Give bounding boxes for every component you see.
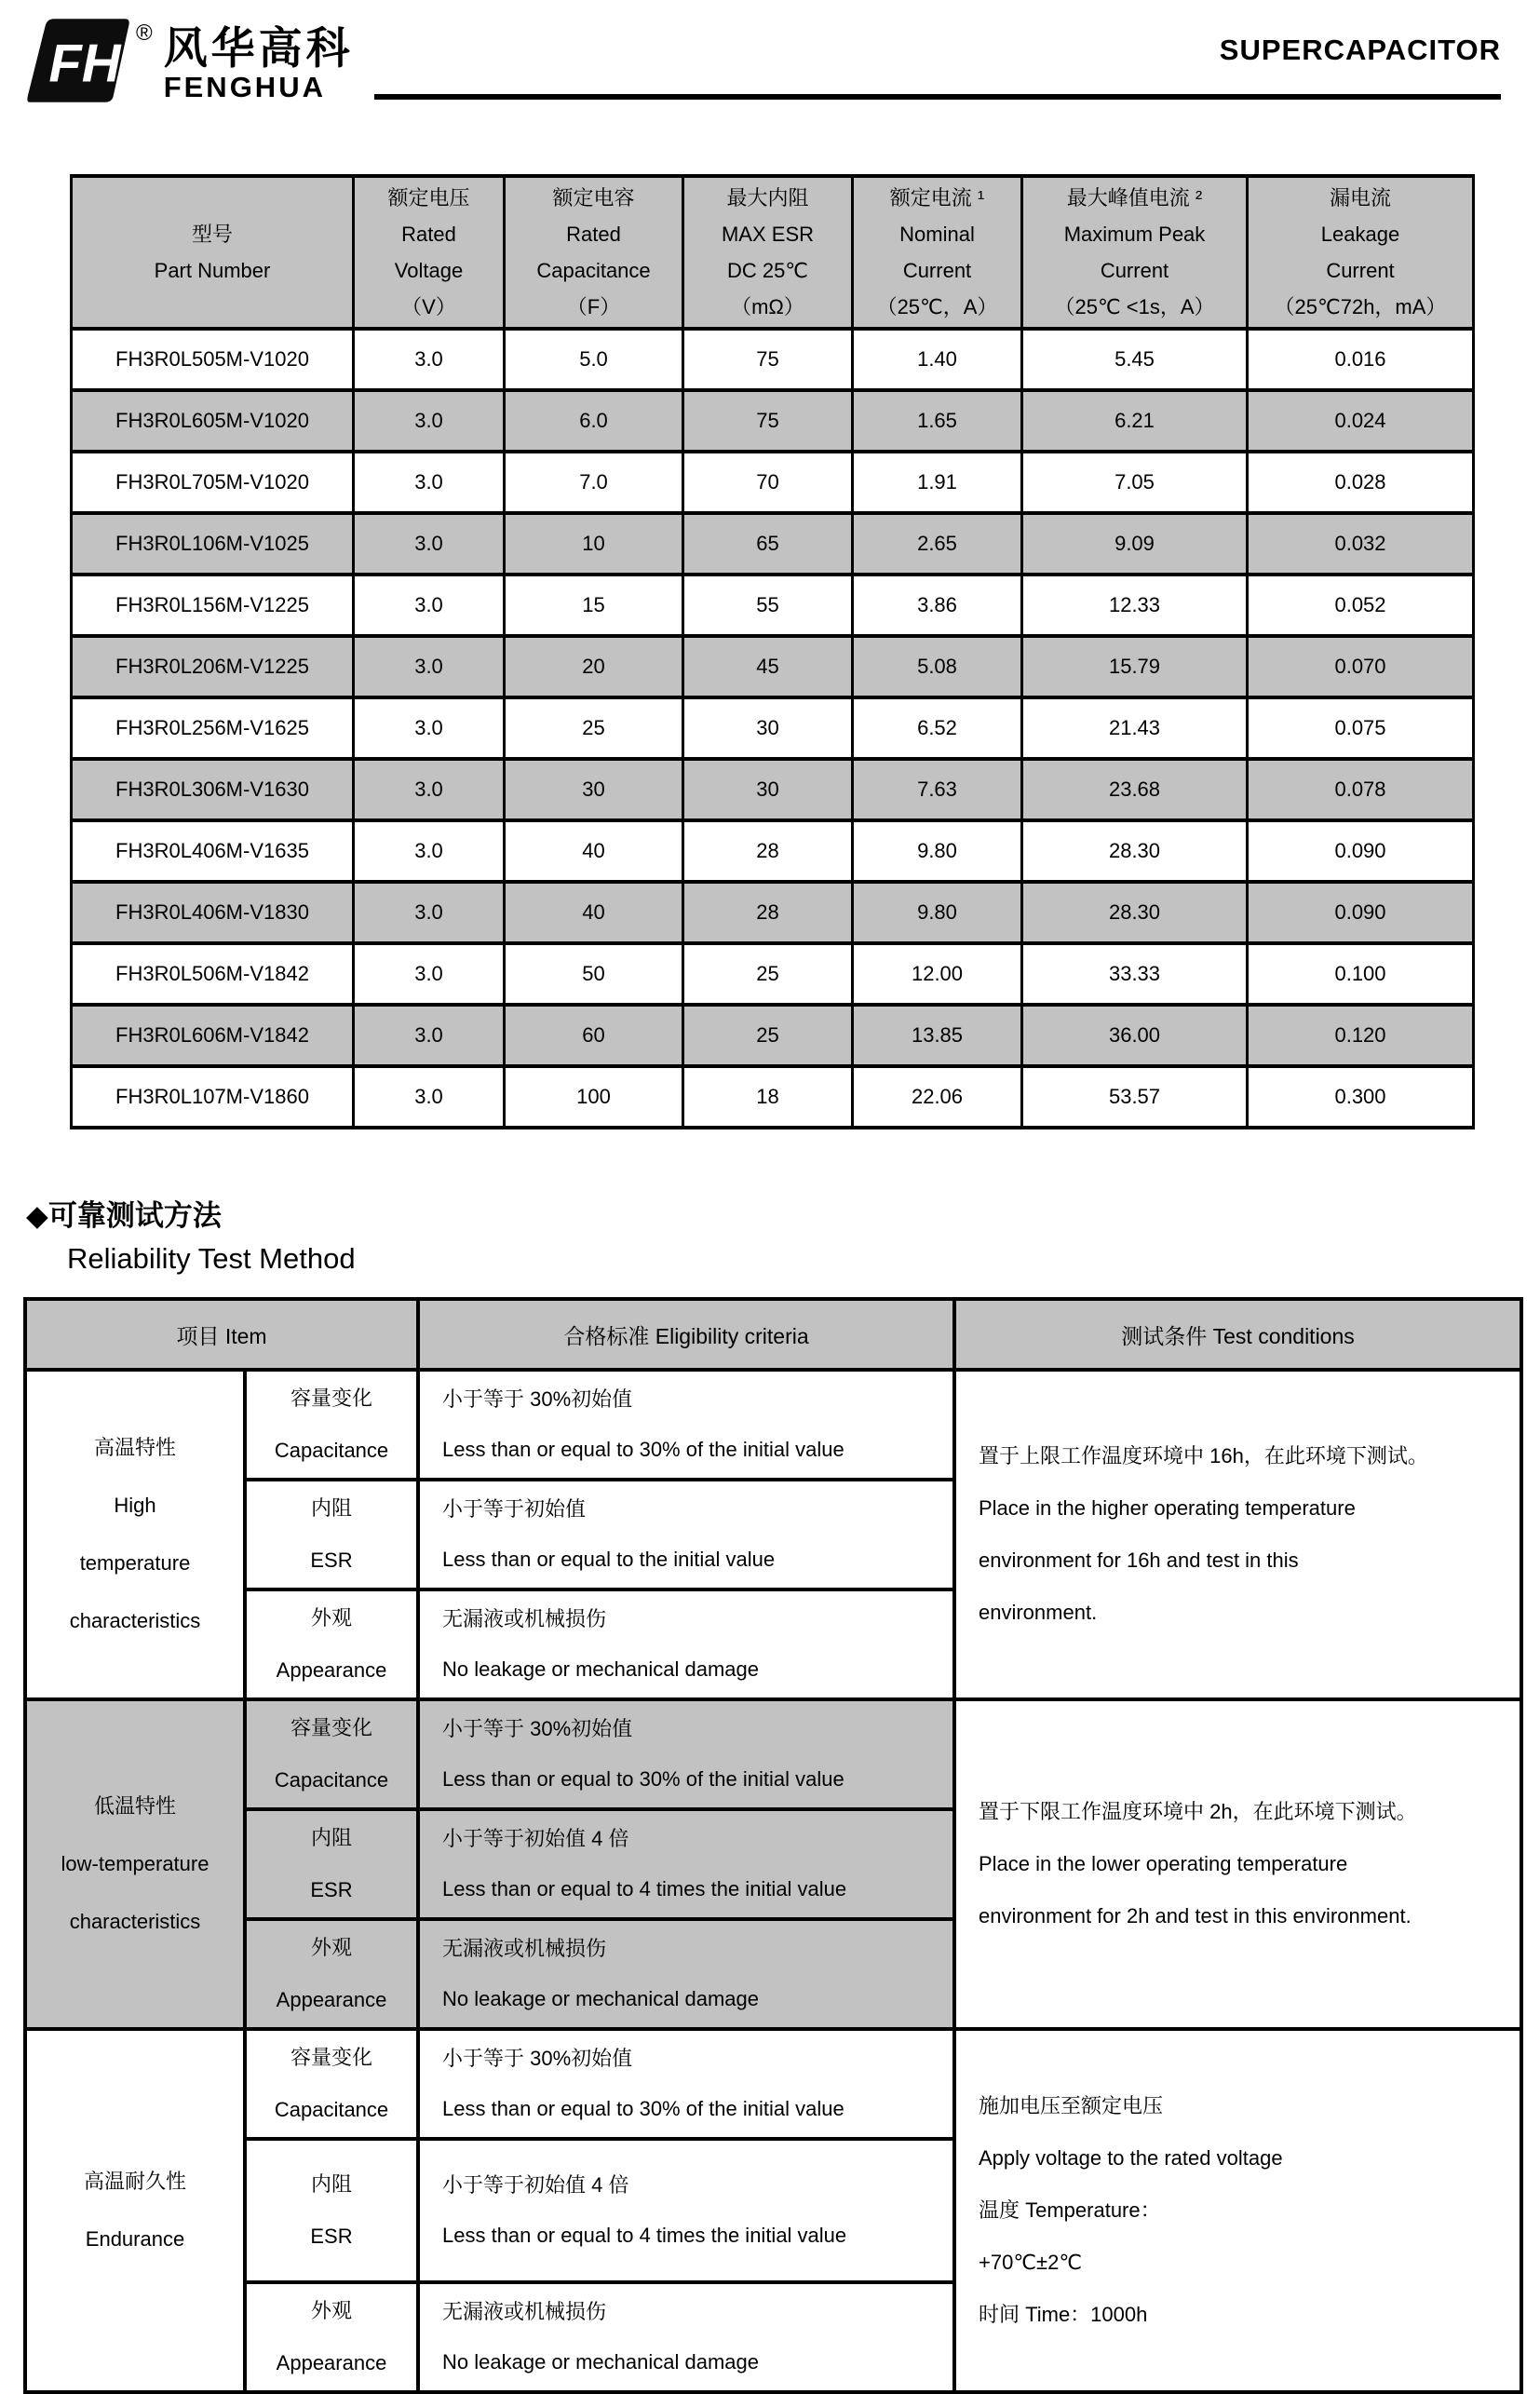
- spec-value-cell: 0.016: [1248, 329, 1474, 390]
- spec-value-cell: 1.91: [853, 452, 1022, 513]
- part-number-cell: FH3R0L256M-V1625: [72, 697, 354, 759]
- spec-value-cell: 5.08: [853, 636, 1022, 697]
- part-number-cell: FH3R0L605M-V1020: [72, 390, 354, 452]
- spec-value-cell: 60: [505, 1005, 683, 1066]
- spec-value-cell: 18: [683, 1066, 853, 1128]
- spec-value-cell: 25: [683, 1005, 853, 1066]
- spec-value-cell: 6.0: [505, 390, 683, 452]
- svg-text:FH: FH: [48, 34, 121, 94]
- spec-value-cell: 3.0: [354, 1066, 505, 1128]
- spec-value-cell: 3.0: [354, 697, 505, 759]
- spec-value-cell: 33.33: [1022, 943, 1248, 1005]
- spec-value-cell: 22.06: [853, 1066, 1022, 1128]
- eligibility-criteria-cell: 无漏液或机械损伤 No leakage or mechanical damage: [418, 2282, 954, 2392]
- part-number-cell: FH3R0L406M-V1635: [72, 820, 354, 882]
- part-number-cell: FH3R0L107M-V1860: [72, 1066, 354, 1128]
- test-item-cell: 容量变化 Capacitance: [245, 1370, 418, 1480]
- spec-value-cell: 28: [683, 882, 853, 943]
- spec-column-header: 最大内阻 MAX ESR DC 25℃ （mΩ）: [683, 176, 853, 329]
- spec-table: [70, 174, 1475, 1129]
- spec-table-row: [72, 390, 1474, 452]
- spec-value-cell: 3.86: [853, 575, 1022, 636]
- part-number-cell: FH3R0L506M-V1842: [72, 943, 354, 1005]
- spec-value-cell: 9.80: [853, 882, 1022, 943]
- registered-trademark-icon: ®: [136, 20, 153, 46]
- spec-value-cell: 20: [505, 636, 683, 697]
- spec-column-header: 最大峰值电流 ² Maximum Peak Current （25℃ <1s，A）: [1022, 176, 1248, 329]
- spec-value-cell: 28: [683, 820, 853, 882]
- spec-value-cell: 53.57: [1022, 1066, 1248, 1128]
- spec-value-cell: 1.65: [853, 390, 1022, 452]
- spec-value-cell: 3.0: [354, 575, 505, 636]
- spec-table-row: [72, 329, 1474, 390]
- spec-value-cell: 45: [683, 636, 853, 697]
- eligibility-criteria-cell: 无漏液或机械损伤 No leakage or mechanical damage: [418, 1589, 954, 1699]
- spec-table-row: [72, 1005, 1474, 1066]
- spec-value-cell: 3.0: [354, 329, 505, 390]
- spec-value-cell: 50: [505, 943, 683, 1005]
- spec-column-header: 额定电流 ¹ Nominal Current （25℃，A）: [853, 176, 1022, 329]
- spec-value-cell: 12.00: [853, 943, 1022, 1005]
- spec-value-cell: 7.0: [505, 452, 683, 513]
- spec-column-header: 型号 Part Number: [72, 176, 354, 329]
- reliability-table: [23, 1297, 1523, 2394]
- page-header: [0, 0, 1540, 121]
- spec-table-row: [72, 943, 1474, 1005]
- test-item-cell: 内阻 ESR: [245, 1480, 418, 1589]
- spec-table-row: [72, 636, 1474, 697]
- test-category-cell: 高温特性 High temperature characteristics: [25, 1370, 245, 1699]
- spec-value-cell: 40: [505, 820, 683, 882]
- spec-value-cell: 0.052: [1248, 575, 1474, 636]
- spec-value-cell: 0.024: [1248, 390, 1474, 452]
- spec-value-cell: 15.79: [1022, 636, 1248, 697]
- logo-text: [163, 23, 354, 103]
- spec-value-cell: 28.30: [1022, 882, 1248, 943]
- eligibility-criteria-cell: 小于等于初始值 4 倍 Less than or equal to 4 times the initial value: [418, 1809, 954, 1919]
- spec-value-cell: 75: [683, 329, 853, 390]
- part-number-cell: FH3R0L306M-V1630: [72, 759, 354, 820]
- test-item-cell: 外观 Appearance: [245, 1589, 418, 1699]
- spec-value-cell: 7.05: [1022, 452, 1248, 513]
- spec-value-cell: 3.0: [354, 820, 505, 882]
- spec-value-cell: 30: [683, 697, 853, 759]
- spec-value-cell: 6.21: [1022, 390, 1248, 452]
- spec-value-cell: 25: [505, 697, 683, 759]
- spec-value-cell: 0.120: [1248, 1005, 1474, 1066]
- reliability-column-header: 测试条件 Test conditions: [954, 1299, 1521, 1370]
- test-item-cell: 内阻 ESR: [245, 1809, 418, 1919]
- spec-value-cell: 7.63: [853, 759, 1022, 820]
- spec-value-cell: 3.0: [354, 452, 505, 513]
- part-number-cell: FH3R0L106M-V1025: [72, 513, 354, 575]
- spec-value-cell: 5.0: [505, 329, 683, 390]
- spec-table-header: [72, 176, 1474, 329]
- brand-name-english: FENGHUA: [163, 71, 326, 103]
- spec-value-cell: 65: [683, 513, 853, 575]
- spec-value-cell: 25: [683, 943, 853, 1005]
- spec-value-cell: 3.0: [354, 943, 505, 1005]
- reliability-table-header: [25, 1299, 1521, 1370]
- spec-value-cell: 10: [505, 513, 683, 575]
- reliability-table-row: [25, 2029, 1521, 2139]
- spec-value-cell: 6.52: [853, 697, 1022, 759]
- eligibility-criteria-cell: 小于等于初始值 4 倍 Less than or equal to 4 times the initial value: [418, 2139, 954, 2282]
- reliability-table-body: [25, 1370, 1521, 2392]
- part-number-cell: FH3R0L505M-V1020: [72, 329, 354, 390]
- spec-value-cell: 12.33: [1022, 575, 1248, 636]
- spec-value-cell: 30: [683, 759, 853, 820]
- spec-value-cell: 3.0: [354, 513, 505, 575]
- spec-value-cell: 0.090: [1248, 882, 1474, 943]
- spec-table-row: [72, 1066, 1474, 1128]
- eligibility-criteria-cell: 小于等于初始值 Less than or equal to the initial value: [418, 1480, 954, 1589]
- part-number-cell: FH3R0L705M-V1020: [72, 452, 354, 513]
- spec-value-cell: 36.00: [1022, 1005, 1248, 1066]
- test-conditions-cell: 置于上限工作温度环境中 16h，在此环境下测试。 Place in the higher operating temperature environment for 16h and test in this environment.: [954, 1370, 1521, 1699]
- spec-value-cell: 0.078: [1248, 759, 1474, 820]
- spec-value-cell: 2.65: [853, 513, 1022, 575]
- eligibility-criteria-cell: 小于等于 30%初始值 Less than or equal to 30% of the initial value: [418, 1699, 954, 1809]
- spec-value-cell: 5.45: [1022, 329, 1248, 390]
- part-number-cell: FH3R0L406M-V1830: [72, 882, 354, 943]
- spec-value-cell: 70: [683, 452, 853, 513]
- spec-value-cell: 9.80: [853, 820, 1022, 882]
- fenghua-logo: [28, 17, 354, 104]
- part-number-cell: FH3R0L606M-V1842: [72, 1005, 354, 1066]
- reliability-column-header: 合格标准 Eligibility criteria: [418, 1299, 954, 1370]
- eligibility-criteria-cell: 小于等于 30%初始值 Less than or equal to 30% of the initial value: [418, 1370, 954, 1480]
- spec-value-cell: 100: [505, 1066, 683, 1128]
- spec-value-cell: 28.30: [1022, 820, 1248, 882]
- eligibility-criteria-cell: 无漏液或机械损伤 No leakage or mechanical damage: [418, 1919, 954, 2029]
- spec-value-cell: 0.032: [1248, 513, 1474, 575]
- spec-value-cell: 40: [505, 882, 683, 943]
- section-title-chinese: ◆可靠测试方法: [26, 1199, 222, 1232]
- spec-column-header: 额定电压 Rated Voltage （V）: [354, 176, 505, 329]
- spec-column-header: 额定电容 Rated Capacitance （F）: [505, 176, 683, 329]
- part-number-cell: FH3R0L156M-V1225: [72, 575, 354, 636]
- header-rule: [374, 94, 1501, 100]
- reliability-table-row: [25, 1699, 1521, 1809]
- spec-table-row: [72, 820, 1474, 882]
- test-conditions-cell: 施加电压至额定电压 Apply voltage to the rated voltage 温度 Temperature： +70℃±2℃ 时间 Time：1000h: [954, 2029, 1521, 2392]
- spec-value-cell: 3.0: [354, 882, 505, 943]
- spec-value-cell: 0.028: [1248, 452, 1474, 513]
- spec-table-row: [72, 452, 1474, 513]
- spec-value-cell: 13.85: [853, 1005, 1022, 1066]
- spec-value-cell: 3.0: [354, 759, 505, 820]
- test-category-cell: 高温耐久性 Endurance: [25, 2029, 245, 2392]
- test-item-cell: 内阻 ESR: [245, 2139, 418, 2282]
- spec-value-cell: 21.43: [1022, 697, 1248, 759]
- test-item-cell: 容量变化 Capacitance: [245, 1699, 418, 1809]
- spec-value-cell: 15: [505, 575, 683, 636]
- spec-column-header: 漏电流 Leakage Current （25℃72h，mA）: [1248, 176, 1474, 329]
- spec-value-cell: 0.075: [1248, 697, 1474, 759]
- test-item-cell: 外观 Appearance: [245, 1919, 418, 2029]
- test-item-cell: 外观 Appearance: [245, 2282, 418, 2392]
- part-number-cell: FH3R0L206M-V1225: [72, 636, 354, 697]
- brand-name-chinese: 风华高科: [163, 23, 354, 73]
- test-category-cell: 低温特性 low-temperature characteristics: [25, 1699, 245, 2029]
- test-item-cell: 容量变化 Capacitance: [245, 2029, 418, 2139]
- spec-value-cell: 0.100: [1248, 943, 1474, 1005]
- spec-value-cell: 0.090: [1248, 820, 1474, 882]
- reliability-table-row: [25, 1370, 1521, 1480]
- page-title: SUPERCAPACITOR: [1219, 34, 1501, 66]
- spec-value-cell: 23.68: [1022, 759, 1248, 820]
- section-title-english: Reliability Test Method: [67, 1242, 356, 1275]
- spec-table-body: [72, 329, 1474, 1128]
- eligibility-criteria-cell: 小于等于 30%初始值 Less than or equal to 30% of the initial value: [418, 2029, 954, 2139]
- spec-table-row: [72, 575, 1474, 636]
- spec-value-cell: 1.40: [853, 329, 1022, 390]
- fenghua-logo-mark: [28, 17, 132, 104]
- test-conditions-cell: 置于下限工作温度环境中 2h，在此环境下测试。 Place in the lower operating temperature environment for 2h and test in this environment.: [954, 1699, 1521, 2029]
- spec-table-row: [72, 882, 1474, 943]
- spec-value-cell: 3.0: [354, 636, 505, 697]
- spec-value-cell: 30: [505, 759, 683, 820]
- spec-value-cell: 3.0: [354, 390, 505, 452]
- spec-value-cell: 75: [683, 390, 853, 452]
- spec-value-cell: 3.0: [354, 1005, 505, 1066]
- spec-value-cell: 55: [683, 575, 853, 636]
- spec-value-cell: 9.09: [1022, 513, 1248, 575]
- spec-table-row: [72, 697, 1474, 759]
- reliability-column-header: 项目 Item: [25, 1299, 418, 1370]
- spec-value-cell: 0.070: [1248, 636, 1474, 697]
- spec-table-row: [72, 513, 1474, 575]
- spec-table-row: [72, 759, 1474, 820]
- spec-value-cell: 0.300: [1248, 1066, 1474, 1128]
